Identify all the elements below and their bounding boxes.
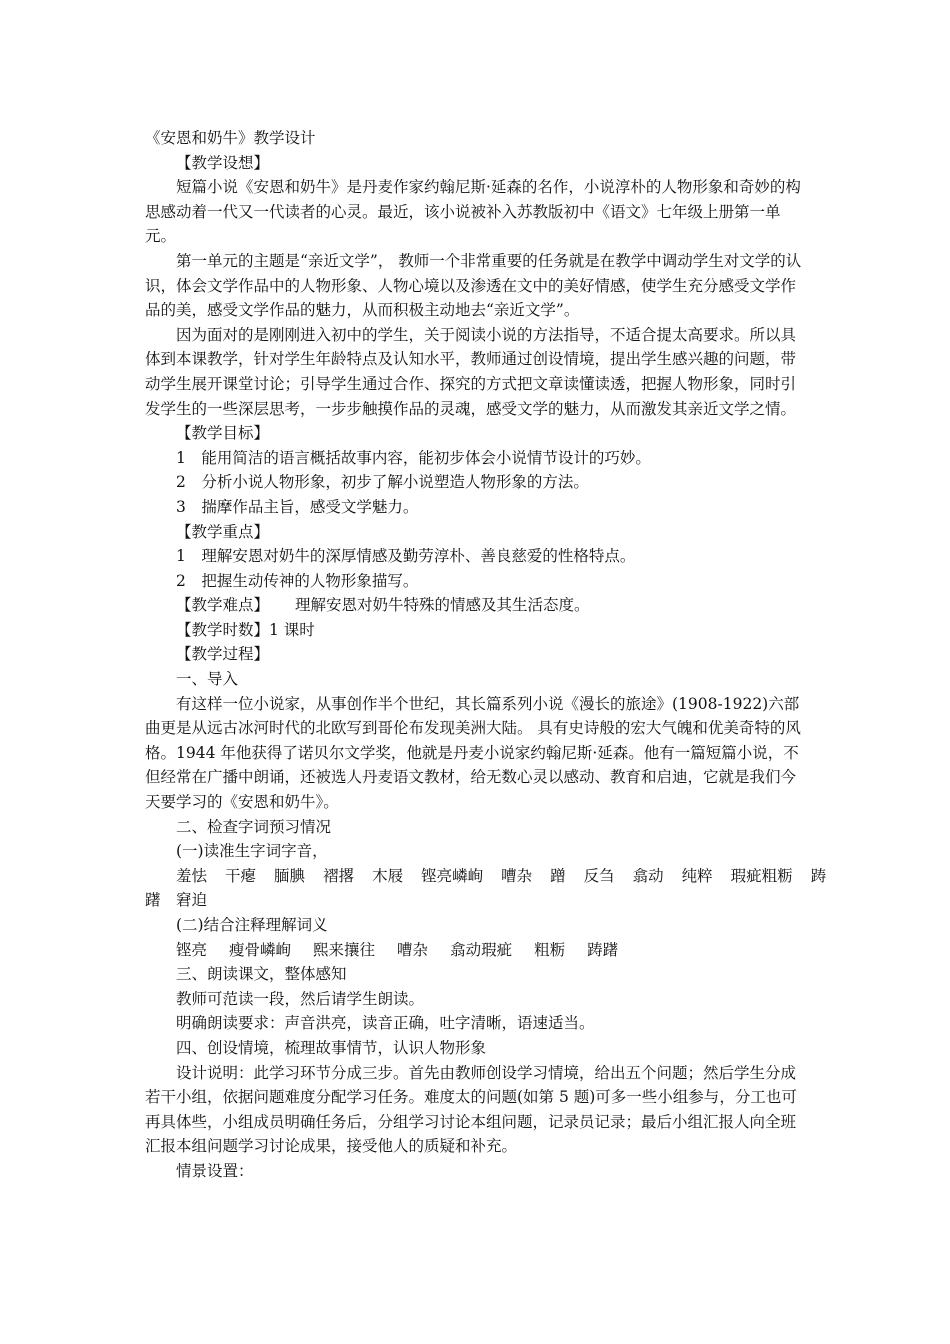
vocab-word: 瑕疵粗粝 [730, 866, 793, 885]
key-point-item: 2 把握生动传神的人物形象描写。 [176, 571, 419, 590]
reading-instruction: 教师可范读一段，然后请学生朗读。 [176, 989, 425, 1008]
vocab-word: 羞怯 [176, 866, 208, 885]
vocab-word: 翕动瑕疵 [450, 940, 513, 959]
vocab-word: 腼腆 [274, 866, 306, 885]
paragraph-design-notes: 设计说明：此学习环节分成三步。首先由教师创设学习情境，给出五个问题；然后学生分成若干小组，依据问题难度分配学习任务。难度太的问题(如第 5 题)可多一些小组参与，分工也可再具体些，小组成员明确任务后，分组学习讨论本组问题，记录员记录；最后小组汇报人向全班汇报本组问题学习讨论成果，接受他人的质疑和补充。 [145, 1063, 797, 1156]
vocab-word: 蹭 [550, 866, 566, 885]
vocab-word: 踌 [810, 866, 827, 885]
reading-requirements: 明确朗读要求：声音洪亮，读音正确，吐字清晰，语速适当。 [176, 1014, 595, 1033]
heading-hours: 【教学时数】 [176, 620, 270, 639]
word-list-pronunciation-continued: 躇 窘迫 [145, 891, 208, 910]
heading-process: 【教学过程】 [176, 645, 270, 664]
situation-setup: 情景设置： [176, 1161, 254, 1180]
vocab-word: 熙来攘往 [313, 940, 376, 959]
vocab-word: 反刍 [583, 866, 615, 885]
heading-key-points: 【教学重点】 [176, 522, 270, 541]
heading-goals: 【教学目标】 [176, 424, 270, 443]
vocab-word: 粗粝 [534, 940, 566, 959]
vocab-word: 铿亮嶙峋 [421, 866, 484, 885]
paragraph-intro: 短篇小说《安恩和奶牛》是丹麦作家约翰尼斯·延森的名作，小说淳朴的人物形象和奇妙的构思感动着一代又一代读者的心灵。最近，该小说被补入苏教版初中《语文》七年级上册第一单元。 [145, 178, 801, 246]
vocab-word: 瘦骨嶙峋 [229, 940, 292, 959]
subsection-pronunciation: (一)读准生字词字音， [176, 842, 328, 861]
document-page [145, 126, 827, 1184]
word-list-pronunciation [145, 864, 827, 889]
word-list-meaning [145, 938, 809, 963]
section-situation: 四、创设情境，梳理故事情节，认识人物形象 [176, 1038, 487, 1057]
vocab-word: 铿亮 [176, 940, 208, 959]
hours-line [145, 618, 809, 643]
vocab-word: 褶撂 [323, 866, 355, 885]
difficulty-text: 理解安恩对奶牛特殊的情感及其生活态度。 [295, 596, 590, 615]
vocab-word: 纯粹 [681, 866, 713, 885]
heading-difficulty: 【教学难点】 [176, 596, 270, 615]
paragraph-unit-theme: 第一单元的主题是“亲近文学”， 教师一个非常重要的任务就是在教学中调动学生对文学的认识，体会文学作品中的人物形象、人物心境以及渗透在文中的美好情感，使学生充分感受文学作品的美，感受文学作品的魅力，从而积极主动地去“亲近文学”。 [145, 251, 802, 320]
section-vocabulary-check: 二、检查字词预习情况 [176, 817, 332, 836]
paragraph-author-intro: 有这样一位小说家，从事创作半个世纪，其长篇系列小说《漫长的旅途》(1908-1922)六部曲更是从远古冰河时代的北欧写到哥伦布发现美洲大陆。 具有史诗般的宏大气魄和优美奇特的风格。1944 年他获得了诺贝尔文学奖，他就是丹麦小说家约翰尼斯·延森。他有一篇短篇小说，不但经常在广播中朗诵，还被选人丹麦语文教材，给无数心灵以感动、教育和启迪，它就是我们今天要学习的《安恩和奶牛》。 [145, 694, 801, 812]
vocab-word: 翕动 [632, 866, 664, 885]
vocab-word: 木屐 [372, 866, 404, 885]
difficulty-line [145, 593, 809, 618]
paragraph-approach: 因为面对的是刚刚进入初中的学生，关于阅读小说的方法指导，不适合提太高要求。所以具体到本课教学，针对学生年龄特点及认知水平，教师通过创设情境，提出学生感兴趣的问题，带动学生展开课堂讨论；引导学生通过合作、探究的方式把文章读懂读透，把握人物形象，同时引发学生的一些深层思考，一步步触摸作品的灵魂，感受文学的魅力，从而激发其亲近文学之情。 [145, 325, 797, 418]
hours-text: 1 课时 [269, 620, 315, 639]
heading-teaching-idea: 【教学设想】 [176, 153, 270, 172]
key-point-item: 1 理解安恩对奶牛的深厚情感及勤劳淳朴、善良慈爱的性格特点。 [176, 547, 636, 566]
section-reading: 三、朗读课文，整体感知 [176, 965, 347, 984]
vocab-word: 踌躇 [587, 940, 619, 959]
goal-item: 2 分析小说人物形象，初步了解小说塑造人物形象的方法。 [176, 473, 589, 492]
subsection-meaning: (二)结合注释理解词义 [176, 916, 328, 934]
doc-title: 《安恩和奶牛》教学设计 [145, 129, 316, 147]
goal-item: 1 能用简洁的语言概括故事内容，能初步体会小说情节设计的巧妙。 [176, 448, 651, 467]
vocab-word: 嘈杂 [501, 866, 533, 885]
vocab-word: 嘈杂 [397, 940, 429, 959]
vocab-word: 干瘪 [225, 866, 257, 885]
section-introduction: 一、导入 [176, 670, 239, 689]
goal-item: 3 揣摩作品主旨，感受文学魅力。 [176, 497, 419, 516]
